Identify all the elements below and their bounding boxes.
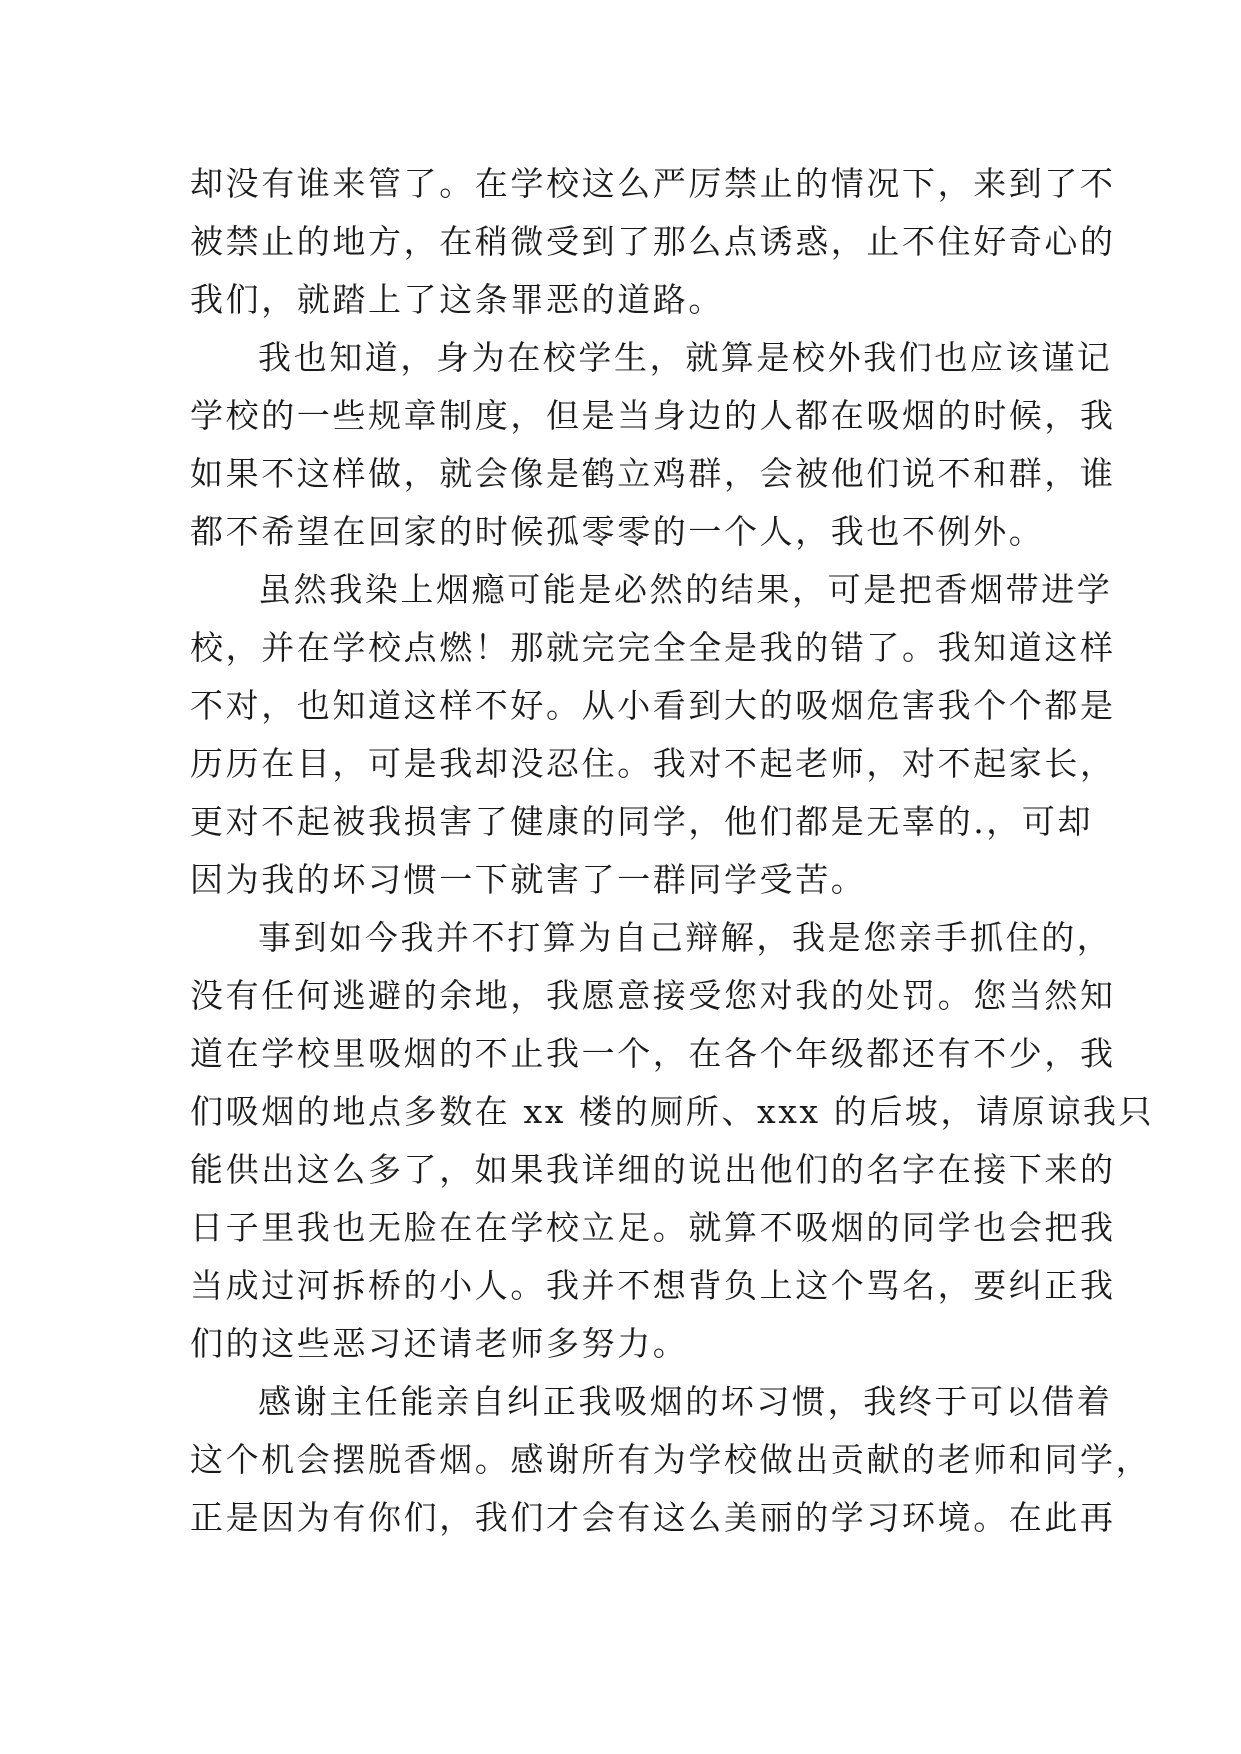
text-line: 道在学校里吸烟的不止我一个，在各个年级都还有不少，我: [190, 1034, 1116, 1073]
text-line: 们吸烟的地点多数在 xx 楼的厕所、xxx 的后坡，请原谅我只: [190, 1092, 1155, 1131]
text-line: 事到如今我并不打算为自己辩解，我是您亲手抓住的，: [258, 918, 1113, 957]
text-line: 我也知道，身为在校学生，就算是校外我们也应该谨记: [258, 338, 1113, 377]
paragraph-1: [190, 155, 1116, 329]
text-line: 正是因为有你们，我们才会有这么美丽的学习环境。在此再: [190, 1498, 1116, 1537]
text-line: 能供出这么多了，如果我详细的说出他们的名字在接下来的: [190, 1150, 1116, 1189]
paragraph-4: [190, 909, 1155, 1373]
text-line: 虽然我染上烟瘾可能是必然的结果，可是把香烟带进学: [258, 570, 1113, 609]
text-line: 历历在目，可是我却没忍住。我对不起老师，对不起家长，: [190, 744, 1116, 783]
paragraph-3: [190, 561, 1116, 909]
text-line: 不对，也知道这样不好。从小看到大的吸烟危害我个个都是: [190, 686, 1116, 725]
text-line: 当成过河拆桥的小人。我并不想背负上这个骂名，要纠正我: [190, 1266, 1116, 1305]
text-line: 这个机会摆脱香烟。感谢所有为学校做出贡献的老师和同学，: [190, 1440, 1152, 1479]
paragraph-5: [190, 1373, 1152, 1547]
text-line: 日子里我也无脸在在学校立足。就算不吸烟的同学也会把我: [190, 1208, 1116, 1247]
text-line: 我们，就踏上了这条罪恶的道路。: [190, 280, 724, 319]
text-line: 因为我的坏习惯一下就害了一群同学受苦。: [190, 860, 867, 899]
text-line: 们的这些恶习还请老师多努力。: [190, 1324, 689, 1363]
text-line: 更对不起被我损害了健康的同学，他们都是无辜的.，可却: [190, 802, 1094, 841]
text-line: 却没有谁来管了。在学校这么严厉禁止的情况下，来到了不: [190, 164, 1116, 203]
text-line: 感谢主任能亲自纠正我吸烟的坏习惯，我终于可以借着: [258, 1382, 1113, 1421]
text-line: 如果不这样做，就会像是鹤立鸡群，会被他们说不和群，谁: [190, 454, 1116, 493]
paragraph-2: [190, 329, 1116, 561]
text-line: 都不希望在回家的时候孤零零的一个人，我也不例外。: [190, 512, 1045, 551]
text-line: 校，并在学校点燃！那就完完全全是我的错了。我知道这样: [190, 628, 1116, 667]
text-line: 被禁止的地方，在稍微受到了那么点诱惑，止不住好奇心的: [190, 222, 1116, 261]
text-line: 学校的一些规章制度，但是当身边的人都在吸烟的时候，我: [190, 396, 1116, 435]
text-line: 没有任何逃避的余地，我愿意接受您对我的处罚。您当然知: [190, 976, 1116, 1015]
document-body: [190, 155, 1155, 1547]
